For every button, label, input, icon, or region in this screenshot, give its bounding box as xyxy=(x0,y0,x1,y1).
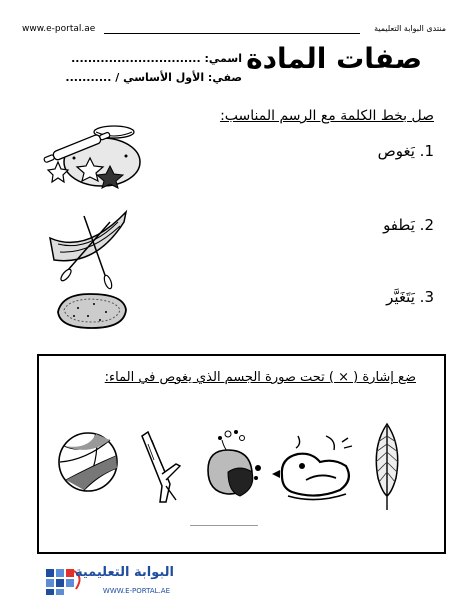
name-dots: ............................... xyxy=(71,52,201,65)
item-sinks xyxy=(378,142,434,160)
name-label: اسمي: xyxy=(204,52,242,65)
e-portal-logo[interactable] xyxy=(44,563,174,601)
class-label: صفي: الأول الأساسي / xyxy=(115,71,242,84)
feather-image[interactable] xyxy=(370,422,404,512)
item-word: يَطفو xyxy=(383,216,415,234)
header-url[interactable]: www.e-portal.ae xyxy=(22,24,96,34)
item-number: 2. xyxy=(419,216,434,234)
header-divider xyxy=(104,33,360,34)
class-field[interactable] xyxy=(46,71,242,84)
answer-line[interactable] xyxy=(190,525,258,526)
sinking-stone-image[interactable] xyxy=(200,428,264,504)
logo-url: WWW.E-PORTAL.AE xyxy=(102,587,170,595)
name-field[interactable] xyxy=(46,52,242,65)
twig-image[interactable] xyxy=(140,430,184,504)
part1-instruction: صل بخط الكلمة مع الرسم المناسب: xyxy=(220,108,434,124)
rock-image[interactable] xyxy=(54,290,130,332)
rubber-duck-image[interactable] xyxy=(276,432,358,502)
item-number: 3. xyxy=(419,288,434,306)
dough-image[interactable] xyxy=(44,118,144,190)
class-dots: ........... xyxy=(65,71,112,84)
canoe-image[interactable] xyxy=(46,208,130,288)
page-title: صفات المادة xyxy=(246,42,422,75)
logo-text: البوابة التعليمية xyxy=(74,565,174,580)
item-changes xyxy=(386,288,434,306)
part2-instruction: ضع إشارة ( × ) تحت صورة الجسم الذي يغوص في الماء: xyxy=(104,370,416,385)
item-word: يَغوص xyxy=(377,142,415,160)
header-forum-name: منتدى البوابة التعليمية xyxy=(374,24,446,33)
item-word: يَتَغَيَّر xyxy=(386,288,415,306)
item-number: 1. xyxy=(419,142,434,160)
item-floats xyxy=(383,216,434,234)
beach-ball-image[interactable] xyxy=(56,430,120,494)
